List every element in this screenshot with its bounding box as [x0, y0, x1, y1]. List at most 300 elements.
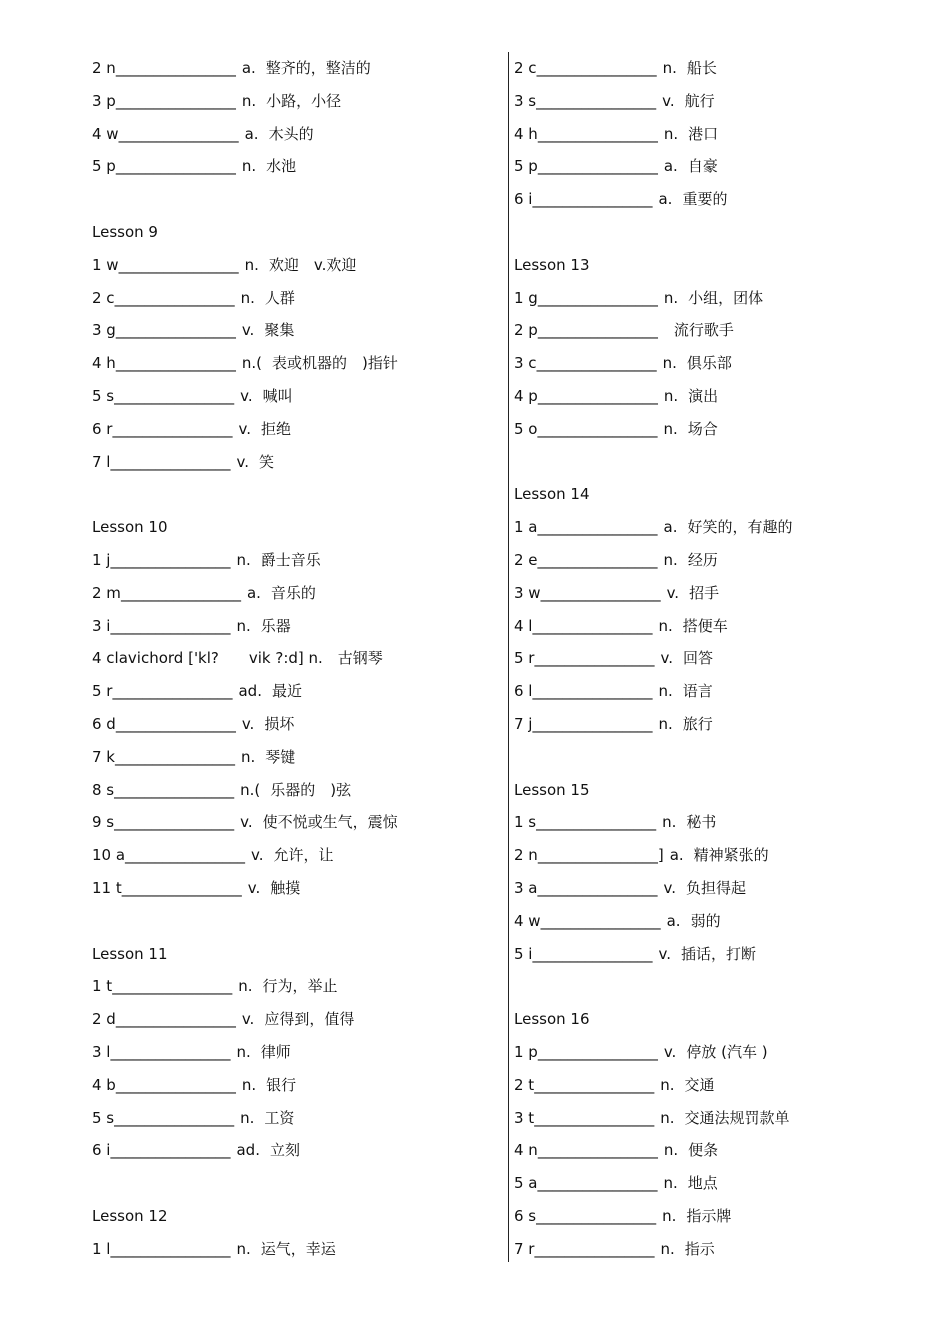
vocab-item: [514, 1036, 914, 1069]
definition: 琴键: [265, 747, 296, 766]
fill-in-blank[interactable]: ________________: [114, 780, 235, 799]
vocab-item: [514, 675, 914, 708]
definition: 触摸: [270, 878, 301, 897]
part-of-speech: n.: [236, 1239, 251, 1258]
fill-in-blank[interactable]: ________________: [121, 878, 242, 897]
item-number: 3 s: [514, 91, 537, 110]
part-of-speech: n.: [241, 91, 257, 110]
definition: 银行: [266, 1075, 297, 1094]
fill-in-blank[interactable]: ________________: [120, 583, 241, 602]
item-number: 5 i: [514, 944, 533, 963]
definition: 精神紧张的: [693, 846, 769, 865]
fill-in-blank[interactable]: ________________: [537, 157, 658, 176]
right-column: [514, 52, 914, 1265]
definition: 聚集: [264, 321, 295, 340]
item-number: 3 p: [92, 91, 116, 110]
definition: 搭便车: [682, 616, 728, 635]
vocab-item: [92, 872, 492, 905]
definition: 工资: [264, 1108, 295, 1127]
part-of-speech: n.: [658, 714, 673, 733]
item-number: 5 r: [92, 682, 113, 701]
item-number: 4 l: [514, 616, 533, 635]
item-number: 2 d: [92, 1010, 116, 1029]
definition: 欢迎 v.欢迎: [268, 255, 357, 274]
definition: 交通: [684, 1075, 715, 1094]
spacer: [92, 183, 492, 216]
part-of-speech: v.: [662, 91, 675, 110]
vocab-item: [514, 905, 914, 938]
item-number: 5 r: [514, 649, 535, 668]
part-of-speech: n.: [240, 1108, 255, 1127]
lesson-heading: Lesson 9: [92, 222, 158, 241]
vocab-item: [514, 642, 914, 675]
part-of-speech: a.: [246, 583, 261, 602]
vocab-item: [92, 577, 492, 610]
part-of-speech: n.: [241, 747, 256, 766]
part-of-speech: a.: [663, 518, 678, 537]
vocab-item: [92, 970, 492, 1003]
part-of-speech: n.: [660, 1108, 675, 1127]
part-of-speech: v.: [660, 649, 673, 668]
definition: 场合: [687, 419, 718, 438]
part-of-speech: v.: [251, 846, 264, 865]
fill-in-blank[interactable]: ________________: [114, 288, 235, 307]
definition: 行为，举止: [262, 977, 338, 996]
definition: 小路，小径: [266, 91, 342, 110]
fill-in-blank[interactable]: ________________: [537, 1141, 658, 1160]
item-number: 5 s: [92, 1108, 115, 1127]
fill-in-blank[interactable]: ________________: [537, 550, 658, 569]
definition: 音乐的: [270, 583, 316, 602]
item-number: 6 l: [514, 682, 533, 701]
item-number: 4 h: [92, 354, 116, 373]
definition: 旅行: [682, 714, 713, 733]
vocab-item: [514, 52, 914, 85]
spacer: [514, 216, 914, 249]
item-number: 2 n: [92, 59, 116, 77]
part-of-speech: v.: [663, 878, 676, 897]
column-divider: [508, 52, 509, 1262]
vocab-item: [92, 839, 492, 872]
vocab-item: [92, 1036, 492, 1069]
definition: 拒绝: [260, 419, 291, 438]
fill-in-blank[interactable]: ________________: [115, 321, 236, 340]
item-number: 5 a: [514, 1174, 538, 1193]
vocab-item: [514, 806, 914, 839]
fill-in-blank[interactable]: ________________: [115, 157, 236, 176]
definition: 语言: [682, 682, 713, 701]
fill-in-blank[interactable]: ________________: [110, 616, 231, 635]
part-of-speech: a.: [663, 157, 678, 176]
part-of-speech: n.: [240, 288, 255, 307]
part-of-speech: n.: [662, 354, 677, 373]
part-of-speech: n.(: [241, 354, 262, 373]
definition: 港口: [688, 124, 719, 143]
part-of-speech: n.: [663, 550, 678, 569]
item-number: 2 p: [514, 321, 538, 340]
vocab-item: [92, 380, 492, 413]
fill-in-blank[interactable]: ________________: [125, 846, 246, 865]
vocab-item: [514, 413, 914, 446]
part-of-speech: a.: [658, 190, 673, 209]
vocab-item: [92, 249, 492, 282]
fill-in-blank[interactable]: ________________: [537, 288, 658, 307]
item-number: 6 s: [514, 1206, 537, 1225]
fill-in-blank[interactable]: ________________: [114, 386, 235, 405]
vocab-item: [514, 708, 914, 741]
vocab-item: [92, 413, 492, 446]
vocab-item: [92, 118, 492, 151]
definition: 律师: [260, 1042, 291, 1061]
definition: 便条: [688, 1141, 719, 1160]
item-number: 3 w: [514, 583, 541, 602]
part-of-speech: v.: [238, 419, 251, 438]
item-number: 5 o: [514, 419, 538, 438]
definition: 立刻: [269, 1141, 300, 1160]
vocab-item: [92, 347, 492, 380]
item-number: 3 t: [514, 1108, 535, 1127]
vocab-item: [514, 1200, 914, 1233]
item-number: 7 j: [514, 714, 533, 733]
part-of-speech: n.: [236, 550, 251, 569]
fill-in-blank[interactable]: ________________: [536, 91, 657, 110]
part-of-speech: n.: [241, 1075, 257, 1094]
fill-in-blank[interactable]: ________________: [536, 813, 657, 832]
item-number: 2 t: [514, 1075, 535, 1094]
item-number: 1 s: [514, 813, 537, 832]
part-of-speech: a.: [669, 846, 684, 865]
part-of-speech: n.: [663, 419, 678, 438]
vocab-item: [514, 314, 914, 347]
item-number: 3 g: [92, 321, 116, 340]
item-number: 9 s: [92, 813, 115, 832]
fill-in-blank[interactable]: ________________: [112, 682, 233, 701]
definition: 船长: [686, 59, 717, 77]
definition: 运气，幸运: [260, 1239, 336, 1258]
part-of-speech: v.: [240, 386, 253, 405]
definition: 水池: [266, 157, 297, 176]
part-of-speech: n.: [663, 1174, 678, 1193]
vocab-item: [514, 282, 914, 315]
fill-in-blank[interactable]: ________________: [115, 91, 236, 110]
vocab-item-full: 4 clavichord ['kl? vik ?:d] n. 古钢琴: [92, 649, 383, 668]
part-of-speech: v.: [241, 321, 255, 340]
fill-in-blank[interactable]: ________________: [537, 321, 658, 340]
fill-in-blank[interactable]: ________________: [534, 1239, 655, 1258]
spacer: [92, 478, 492, 511]
vocab-item: [92, 774, 492, 807]
fill-in-blank[interactable]: ________________: [114, 813, 235, 832]
part-of-speech: v.: [241, 714, 255, 733]
fill-in-blank[interactable]: ________________: [537, 1042, 658, 1061]
fill-in-blank[interactable]: ________________: [536, 59, 657, 77]
item-number: 4 w: [514, 911, 541, 930]
lesson-heading: Lesson 16: [514, 1010, 590, 1029]
vocab-item: [92, 446, 492, 479]
part-of-speech: n.: [658, 682, 673, 701]
fill-in-blank[interactable]: ________________: [118, 255, 239, 274]
vocab-item: [92, 610, 492, 643]
item-number: 3 i: [92, 616, 111, 635]
fill-in-blank[interactable]: ________________: [532, 714, 653, 733]
item-number: 1 j: [92, 550, 111, 569]
fill-in-blank[interactable]: ________________: [115, 747, 235, 766]
part-of-speech: n.: [236, 1042, 251, 1061]
part-of-speech: n.: [663, 288, 679, 307]
vocab-item: [514, 938, 914, 971]
definition: 重要的: [682, 190, 728, 209]
part-of-speech: v.: [240, 813, 253, 832]
fill-in-blank[interactable]: ________________: [115, 714, 236, 733]
item-number: 6 d: [92, 714, 116, 733]
definition: 插话，打断: [680, 944, 756, 963]
vocab-item: [514, 1102, 914, 1135]
item-number: 2 c: [92, 288, 115, 307]
fill-in-blank[interactable]: ________________: [537, 386, 658, 405]
item-number: 2 e: [514, 550, 538, 569]
item-number: 1 w: [92, 255, 119, 274]
definition: 停放 (汽车 ): [686, 1042, 768, 1061]
item-number: 10 a: [92, 846, 126, 865]
item-number: 3 l: [92, 1042, 111, 1061]
definition: 弱的: [690, 911, 721, 930]
definition: 乐器: [260, 616, 291, 635]
fill-in-blank[interactable]: ________________: [110, 452, 231, 471]
fill-in-blank[interactable]: ________________: [532, 944, 653, 963]
fill-in-blank[interactable]: ________________: [536, 1206, 657, 1225]
definition: 交通法规罚款单: [684, 1108, 790, 1127]
fill-in-blank[interactable]: ________________: [540, 911, 661, 930]
vocab-item: [92, 85, 492, 118]
definition: 小组，团体: [688, 288, 764, 307]
vocab-item: [92, 314, 492, 347]
fill-in-blank[interactable]: ________________: [115, 1010, 236, 1029]
vocab-item: [514, 610, 914, 643]
fill-in-blank[interactable]: ________________: [118, 124, 239, 143]
item-number: 5 p: [92, 157, 116, 176]
fill-in-blank[interactable]: ________________: [537, 124, 658, 143]
fill-in-blank[interactable]: ________________: [112, 977, 233, 996]
item-number: 4 n: [514, 1141, 538, 1160]
spacer: [514, 446, 914, 479]
fill-in-blank[interactable]: ________________: [532, 616, 653, 635]
spacer: [514, 741, 914, 774]
spacer: [92, 1167, 492, 1200]
vocab-item: [514, 150, 914, 183]
item-number: 2 m: [92, 583, 121, 602]
fill-in-blank[interactable]: ________________: [537, 518, 658, 537]
fill-in-blank[interactable]: ________________: [110, 1042, 231, 1061]
part-of-speech: ad.: [238, 682, 262, 701]
part-of-speech: v.: [236, 452, 249, 471]
lesson-heading: Lesson 10: [92, 518, 168, 537]
item-number: 6 r: [92, 419, 113, 438]
part-of-speech: n.: [663, 1141, 679, 1160]
part-of-speech: n.: [662, 59, 677, 77]
vocab-item: [92, 708, 492, 741]
vocab-item: [92, 741, 492, 774]
vocab-item: [92, 675, 492, 708]
vocab-item: [514, 511, 914, 544]
item-number: 3 a: [514, 878, 538, 897]
vocab-item: [514, 85, 914, 118]
definition: 指示: [684, 1239, 715, 1258]
fill-in-blank[interactable]: ________________: [540, 583, 661, 602]
fill-in-blank[interactable]: ________________: [537, 878, 658, 897]
item-number: 2 c: [514, 59, 537, 77]
definition: 流行歌手: [673, 321, 734, 340]
vocab-item: [92, 1134, 492, 1167]
vocab-item: [92, 52, 492, 85]
part-of-speech: ad.: [236, 1141, 260, 1160]
definition: 使不悦或生气，震惊: [262, 813, 398, 832]
part-of-speech: n.: [660, 1075, 675, 1094]
definition: 回答: [682, 649, 713, 668]
definition: 应得到，值得: [264, 1010, 355, 1029]
lesson-heading: Lesson 14: [514, 485, 590, 504]
part-of-speech: n.: [662, 813, 677, 832]
vocab-item: [514, 839, 914, 872]
part-of-speech: n.(: [240, 780, 261, 799]
definition: 地点: [687, 1174, 718, 1193]
definition: 最近: [271, 682, 302, 701]
definition: 表或机器的 )指针: [271, 354, 398, 373]
vocab-item: [514, 183, 914, 216]
vocab-item: [514, 544, 914, 577]
definition: 演出: [688, 386, 719, 405]
definition: 笑: [258, 452, 274, 471]
part-of-speech: v.: [241, 1010, 255, 1029]
item-number: 11 t: [92, 878, 122, 897]
part-of-speech: n.: [241, 157, 257, 176]
vocab-item: [92, 1069, 492, 1102]
vocab-item: [92, 1233, 492, 1266]
fill-in-blank[interactable]: ________________: [115, 59, 236, 77]
item-number: 6 i: [92, 1141, 111, 1160]
part-of-speech: a.: [244, 124, 259, 143]
part-of-speech: v.: [658, 944, 671, 963]
vocab-item: [514, 1167, 914, 1200]
item-number: 5 s: [92, 386, 115, 405]
definition: 木头的: [268, 124, 314, 143]
vocab-item: [514, 118, 914, 151]
item-number: 2 n: [514, 846, 538, 865]
definition: 俱乐部: [686, 354, 732, 373]
vocab-item: [514, 1233, 914, 1266]
item-number: 4 b: [92, 1075, 116, 1094]
vocab-item: [92, 1003, 492, 1036]
vocab-item: [92, 150, 492, 183]
fill-in-blank[interactable]: ________________: [536, 354, 657, 373]
item-number: 3 c: [514, 354, 537, 373]
fill-in-blank[interactable]: ________________: [534, 649, 655, 668]
item-number: 4 p: [514, 386, 538, 405]
vocab-item: [92, 1102, 492, 1135]
part-of-speech: n.: [236, 616, 251, 635]
item-number: 1 t: [92, 977, 113, 996]
vocab-item: [514, 577, 914, 610]
part-of-speech: v.: [247, 878, 261, 897]
fill-in-blank[interactable]: ________________: [534, 1075, 655, 1094]
fill-in-blank[interactable]: ________________: [112, 419, 233, 438]
vocab-item: [514, 1069, 914, 1102]
item-number: 7 r: [514, 1239, 535, 1258]
part-of-speech: n.: [244, 255, 259, 274]
fill-in-blank[interactable]: ________________: [110, 1141, 231, 1160]
definition: 指示牌: [686, 1206, 732, 1225]
definition: 人群: [264, 288, 295, 307]
part-of-speech: a.: [241, 59, 256, 77]
fill-in-blank[interactable]: ________________: [537, 419, 658, 438]
spacer: [92, 905, 492, 938]
part-of-speech: n.: [658, 616, 673, 635]
item-number: 7 k: [92, 747, 115, 766]
part-of-speech: a.: [666, 911, 681, 930]
item-number: 4 w: [92, 124, 119, 143]
fill-in-blank[interactable]: ________________: [115, 1075, 236, 1094]
item-number: 6 i: [514, 190, 533, 209]
item-number: 1 p: [514, 1042, 538, 1061]
definition: 允许，让: [273, 846, 334, 865]
definition: 航行: [684, 91, 715, 110]
definition: 好笑的，有趣的: [687, 518, 793, 537]
fill-in-blank[interactable]: ________________: [115, 354, 236, 373]
definition: 爵士音乐: [260, 550, 321, 569]
vocab-item: [92, 544, 492, 577]
fill-in-blank[interactable]: ________________: [532, 190, 653, 209]
definition: 整齐的，整洁的: [265, 59, 371, 77]
item-number: 1 l: [92, 1239, 111, 1258]
item-number: 8 s: [92, 780, 115, 799]
fill-in-blank[interactable]: ________________: [537, 1174, 658, 1193]
part-of-speech: n.: [238, 977, 253, 996]
item-number: 4 h: [514, 124, 538, 143]
part-of-speech: n.: [663, 124, 679, 143]
vocab-item: [514, 1134, 914, 1167]
lesson-heading: Lesson 15: [514, 780, 590, 799]
definition: 乐器的 )弦: [270, 780, 352, 799]
fill-in-blank[interactable]: ________________: [114, 1108, 235, 1127]
fill-in-blank[interactable]: ________________: [110, 550, 231, 569]
part-of-speech: n.: [660, 1239, 675, 1258]
lesson-heading: Lesson 12: [92, 1206, 168, 1225]
vocab-item: [92, 806, 492, 839]
vocab-item: [92, 282, 492, 315]
lesson-heading: Lesson 11: [92, 944, 168, 963]
fill-in-blank[interactable]: ________________: [534, 1108, 655, 1127]
left-column: [92, 52, 492, 1265]
definition: 经历: [687, 550, 718, 569]
part-of-speech: n.: [663, 386, 679, 405]
fill-in-blank[interactable]: ________________: [110, 1239, 231, 1258]
fill-in-blank[interactable]: ________________]: [537, 846, 664, 865]
part-of-speech: v.: [663, 1042, 677, 1061]
item-number: 7 l: [92, 452, 111, 471]
vocab-item: [514, 872, 914, 905]
definition: 负担得起: [686, 878, 747, 897]
item-number: 1 g: [514, 288, 538, 307]
item-number: 5 p: [514, 157, 538, 176]
definition: 秘书: [686, 813, 717, 832]
definition: 损坏: [264, 714, 295, 733]
vocab-item: [514, 380, 914, 413]
item-number: 1 a: [514, 518, 538, 537]
spacer: [514, 970, 914, 1003]
definition: 喊叫: [262, 386, 293, 405]
fill-in-blank[interactable]: ________________: [532, 682, 653, 701]
vocab-item: [514, 347, 914, 380]
lesson-heading: Lesson 13: [514, 255, 590, 274]
